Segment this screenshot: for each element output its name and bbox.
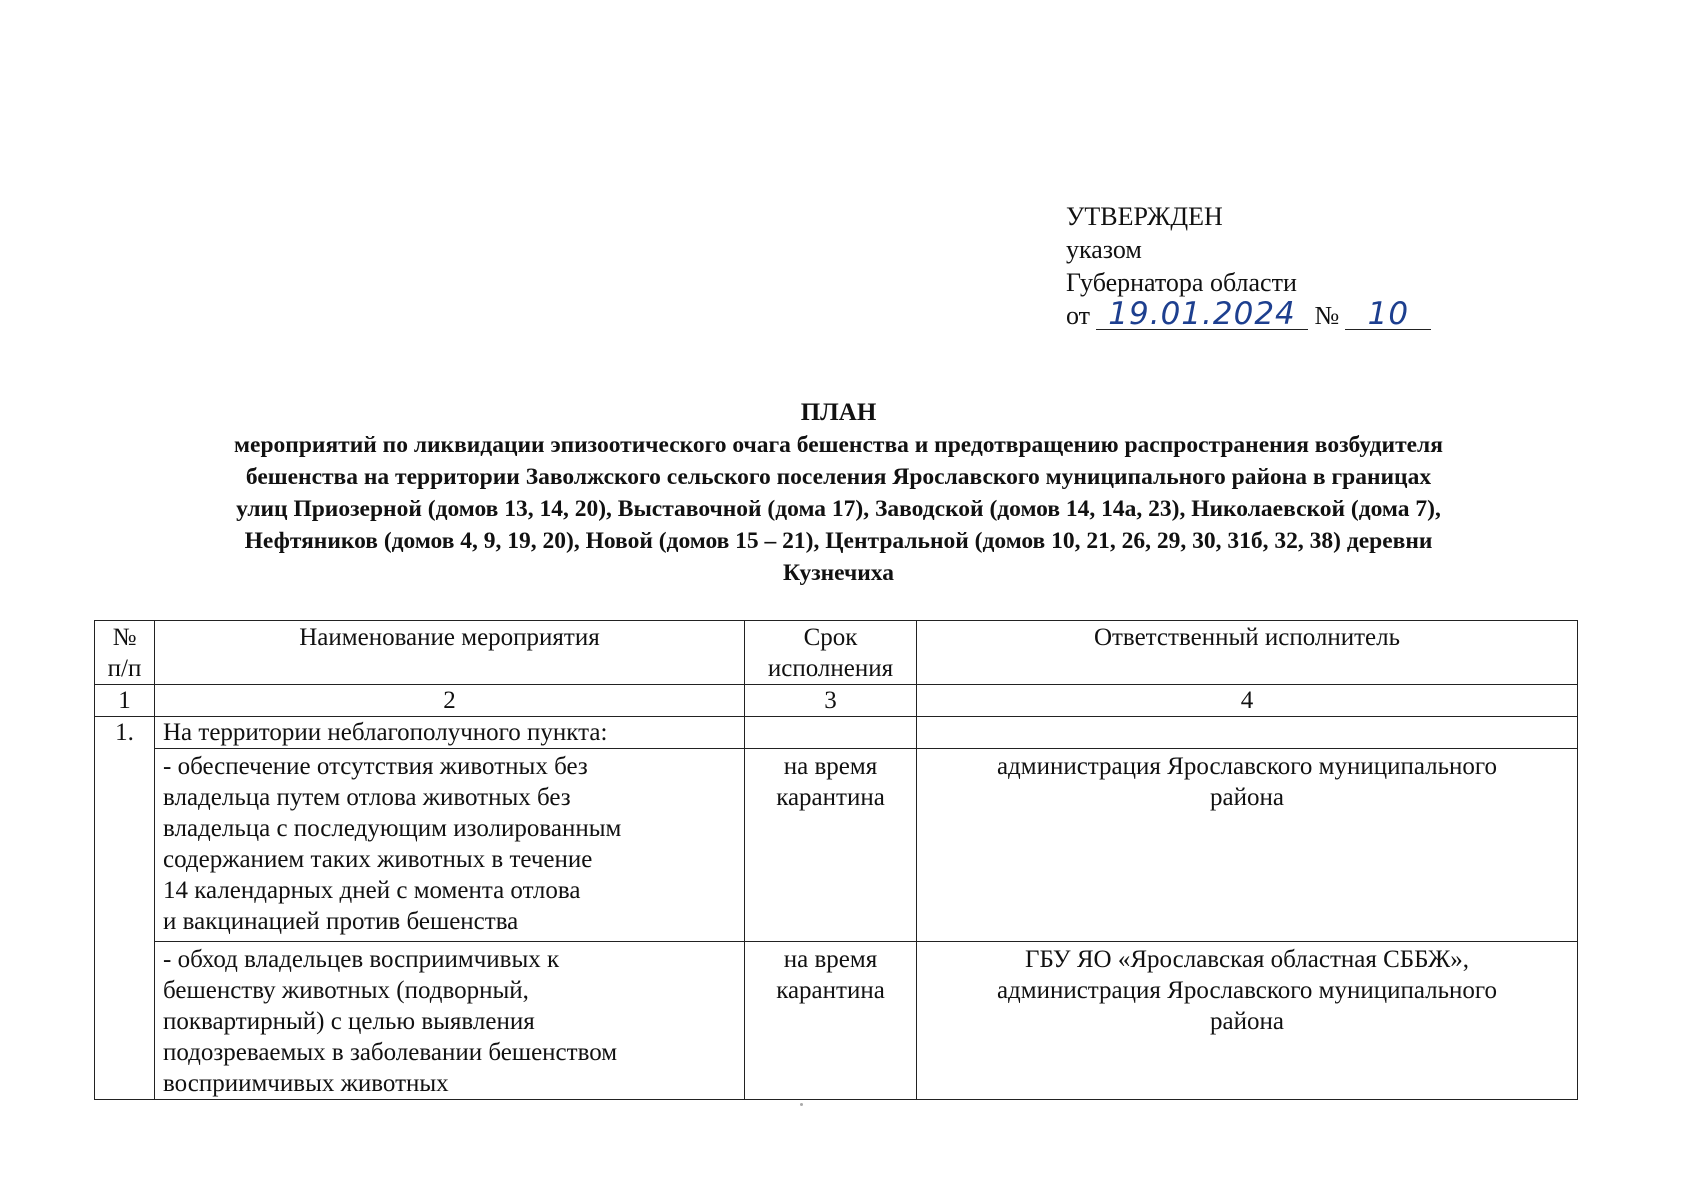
approval-stamp (1066, 200, 1431, 332)
table-header-row (95, 621, 1578, 685)
approval-date: 19.01.2024 (1096, 299, 1308, 330)
plan-heading: ПЛАН (800, 399, 877, 426)
row-activity: На территории неблагополучного пункта: (155, 717, 745, 749)
column-number: 3 (745, 685, 917, 717)
row-term (745, 717, 917, 749)
table-row (95, 942, 1578, 1100)
subtitle-line-3: улиц Приозерной (домов 13, 14, 20), Выставочной (дома 17), Заводской (домов 14, 14а, 23), Николаевской (дома 7), (236, 496, 1441, 522)
table-row (95, 749, 1578, 942)
approval-authority: Губернатора области (1066, 268, 1297, 297)
plan-table (94, 620, 1578, 1100)
header-term: Срок исполнения (745, 621, 917, 685)
row-responsible: администрация Ярославского муниципального района (917, 749, 1578, 942)
subtitle-line-4: Нефтяников (домов 4, 9, 19, 20), Новой (домов 15 – 21), Центральной (домов 10, 21, 26, 29, 30, 31б, 32, 38) деревни (244, 528, 1433, 554)
row-responsible: ГБУ ЯО «Ярославская областная СББЖ», администрация Ярославского муниципального района (917, 942, 1578, 1100)
date-prefix: от (1066, 301, 1091, 330)
table-row (95, 717, 1578, 749)
column-number: 1 (95, 685, 155, 717)
header-num: № п/п (95, 621, 155, 685)
approval-number: 10 (1345, 299, 1431, 330)
row-term: на время карантина (745, 942, 917, 1100)
row-term: на время карантина (745, 749, 917, 942)
approval-by: указом (1066, 235, 1142, 264)
approval-date-line (1066, 296, 1431, 332)
subtitle-line-1: мероприятий по ликвидации эпизоотического очага бешенства и предотвращению распространения возбудителя (234, 432, 1443, 458)
number-prefix: № (1314, 301, 1340, 330)
subtitle-line-2: бешенства на территории Заволжского сельского поселения Ярославского муниципального района в границах (245, 464, 1432, 490)
header-responsible: Ответственный исполнитель (917, 621, 1578, 685)
row-number: 1. (95, 717, 155, 1100)
row-activity: - обеспечение отсутствия животных без владельца путем отлова животных без владельца с последующим изолированным содержанием таких животных в течение 14 календарных дней с момента отлова и вакцинацией против бешенства (155, 749, 745, 942)
approval-status: УТВЕРЖДЕН (1066, 202, 1223, 231)
scan-speck (800, 1103, 803, 1106)
row-activity: - обход владельцев восприимчивых к бешенству животных (подворный, поквартирный) с целью выявления подозреваемых в заболевании бешенством восприимчивых животных (155, 942, 745, 1100)
column-number: 2 (155, 685, 745, 717)
column-number-row (95, 685, 1578, 717)
document-title (60, 397, 1617, 589)
column-number: 4 (917, 685, 1578, 717)
row-responsible (917, 717, 1578, 749)
header-name: Наименование мероприятия (155, 621, 745, 685)
subtitle-line-5: Кузнечиха (782, 560, 895, 586)
